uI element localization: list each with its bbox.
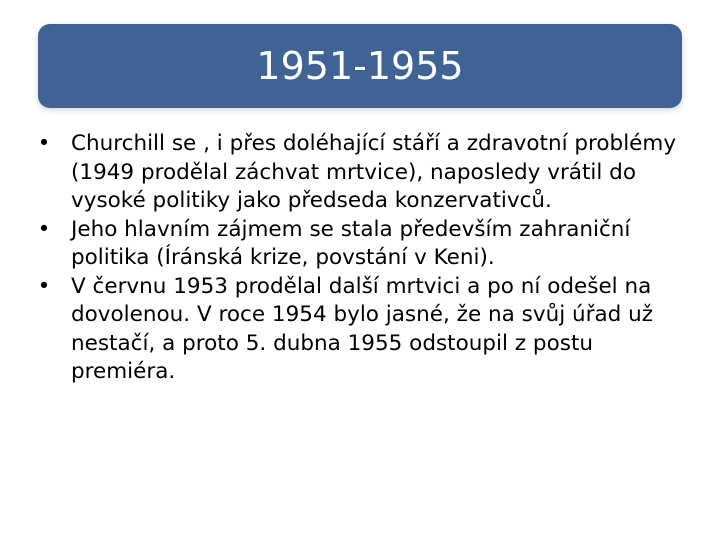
bullet-item-3 (28, 273, 692, 387)
bullet-marker: • (37, 131, 51, 156)
bullet-item-2 (28, 216, 692, 273)
bullet-marker: • (37, 273, 51, 299)
bullet-marker: • (37, 216, 51, 242)
bullet-list (28, 130, 692, 387)
bullet-text: Jeho hlavním zájmem se stala především zahraniční politika (Íránská krize, povstání v Keni). (71, 216, 631, 270)
bullet-text: Churchill se , i přes doléhající stáří a zdravotní problémy (1949 prodělal záchvat mrtvice), naposledy vrátil do vysoké politiky jako předseda konzervativců. (71, 131, 677, 213)
slide-title: 1951-1955 (256, 44, 464, 88)
slide-title-banner (38, 24, 682, 108)
bullet-text: V červnu 1953 prodělal další mrtvici a po ní odešel na dovolenou. V roce 1954 bylo jasné, že na svůj úřad už nestačí, a proto 5. dubna 1955 odstoupil z postu premiéra. (71, 273, 654, 384)
bullet-item-1 (28, 130, 692, 216)
slide-content (28, 130, 692, 387)
